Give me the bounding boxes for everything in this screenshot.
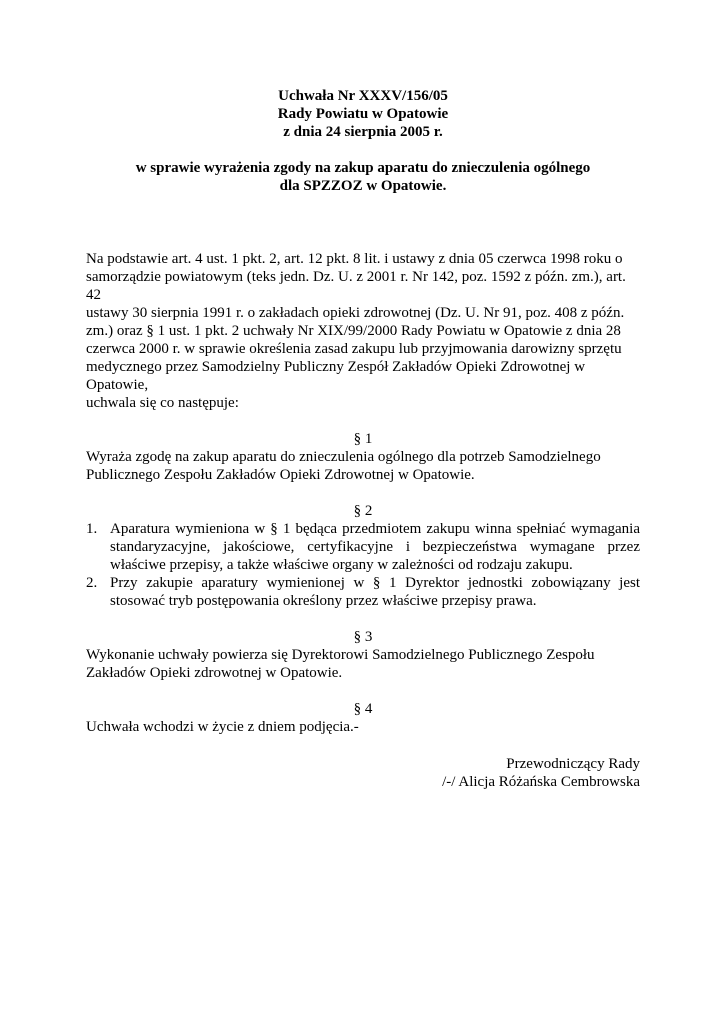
section-3-line: Wykonanie uchwały powierza się Dyrektorowi Samodzielnego Publicznego Zespołu (86, 647, 595, 663)
list-item-text: Aparatura wymieniona w § 1 będąca przedmiotem zakupu winna spełniać wymagania standaryzacyjne, jakościowe, certyfikacyjne i bezpieczeństwa wymagane przez właściwe przepisy, a także właściwe organy w zależności od rodzaju zakupu. (110, 521, 640, 573)
list-item (86, 520, 640, 574)
preamble-line: samorządzie powiatowym (teks jedn. Dz. U. z 2001 r. Nr 142, poz. 1592 z późn. zm.), art. 42 (86, 269, 626, 303)
list-item-text: Przy zakupie aparatury wymienionej w § 1 Dyrektor jednostki zobowiązany jest stosować tryb postępowania określony przez właściwe przepisy prawa. (110, 575, 640, 609)
signature-block (86, 755, 640, 791)
list-item-number: 1. (86, 521, 98, 537)
list-item (86, 574, 640, 610)
section-4 (86, 700, 640, 736)
resolution-header (86, 87, 640, 141)
section-3 (86, 628, 640, 682)
section-3-title: § 3 (353, 629, 373, 645)
section-4-title: § 4 (353, 701, 373, 717)
document-page (86, 87, 640, 791)
legal-basis (86, 250, 640, 412)
preamble-line: zm.) oraz § 1 ust. 1 pkt. 2 uchwały Nr XIX/99/2000 Rady Powiatu w Opatowie z dnia 28 (86, 323, 621, 339)
section-2-title: § 2 (353, 503, 373, 519)
section-1-line: Wyraża zgodę na zakup aparatu do znieczulenia ogólnego dla potrzeb Samodzielnego (86, 449, 601, 465)
preamble-line: czerwca 2000 r. w sprawie określenia zasad zakupu lub przyjmowania darowizny sprzętu (86, 341, 622, 357)
section-1-line: Publicznego Zespołu Zakładów Opieki Zdrowotnej w Opatowie. (86, 467, 475, 483)
subject-line: w sprawie wyrażenia zgody na zakup aparatu do znieczulenia ogólnego (135, 160, 591, 176)
preamble-line: ustawy 30 sierpnia 1991 r. o zakładach opieki zdrowotnej (Dz. U. Nr 91, poz. 408 z późn. (86, 305, 625, 321)
section-1-title: § 1 (353, 431, 373, 447)
resolution-subject (86, 159, 640, 195)
subject-line: dla SPZZOZ w Opatowie. (279, 178, 447, 194)
list-item-number: 2. (86, 575, 98, 591)
signatory-name: /-/ Alicja Różańska Cembrowska (442, 774, 640, 790)
section-1 (86, 430, 640, 484)
section-2-list (86, 520, 640, 610)
resolution-number: Uchwała Nr XXXV/156/05 (278, 88, 448, 104)
section-2 (86, 502, 640, 610)
section-4-line: Uchwała wchodzi w życie z dniem podjęcia.- (86, 719, 359, 735)
preamble-line: medycznego przez Samodzielny Publiczny Zespół Zakładów Opieki Zdrowotnej w Opatowie, (86, 359, 586, 393)
council-name: Rady Powiatu w Opatowie (277, 106, 449, 122)
preamble-line: Na podstawie art. 4 ust. 1 pkt. 2, art. 12 pkt. 8 lit. i ustawy z dnia 05 czerwca 1998 roku o (86, 251, 623, 267)
resolution-date: z dnia 24 sierpnia 2005 r. (283, 124, 443, 140)
signatory-role: Przewodniczący Rady (506, 756, 640, 772)
preamble-line: uchwala się co następuje: (86, 395, 239, 411)
section-3-line: Zakładów Opieki zdrowotnej w Opatowie. (86, 665, 343, 681)
